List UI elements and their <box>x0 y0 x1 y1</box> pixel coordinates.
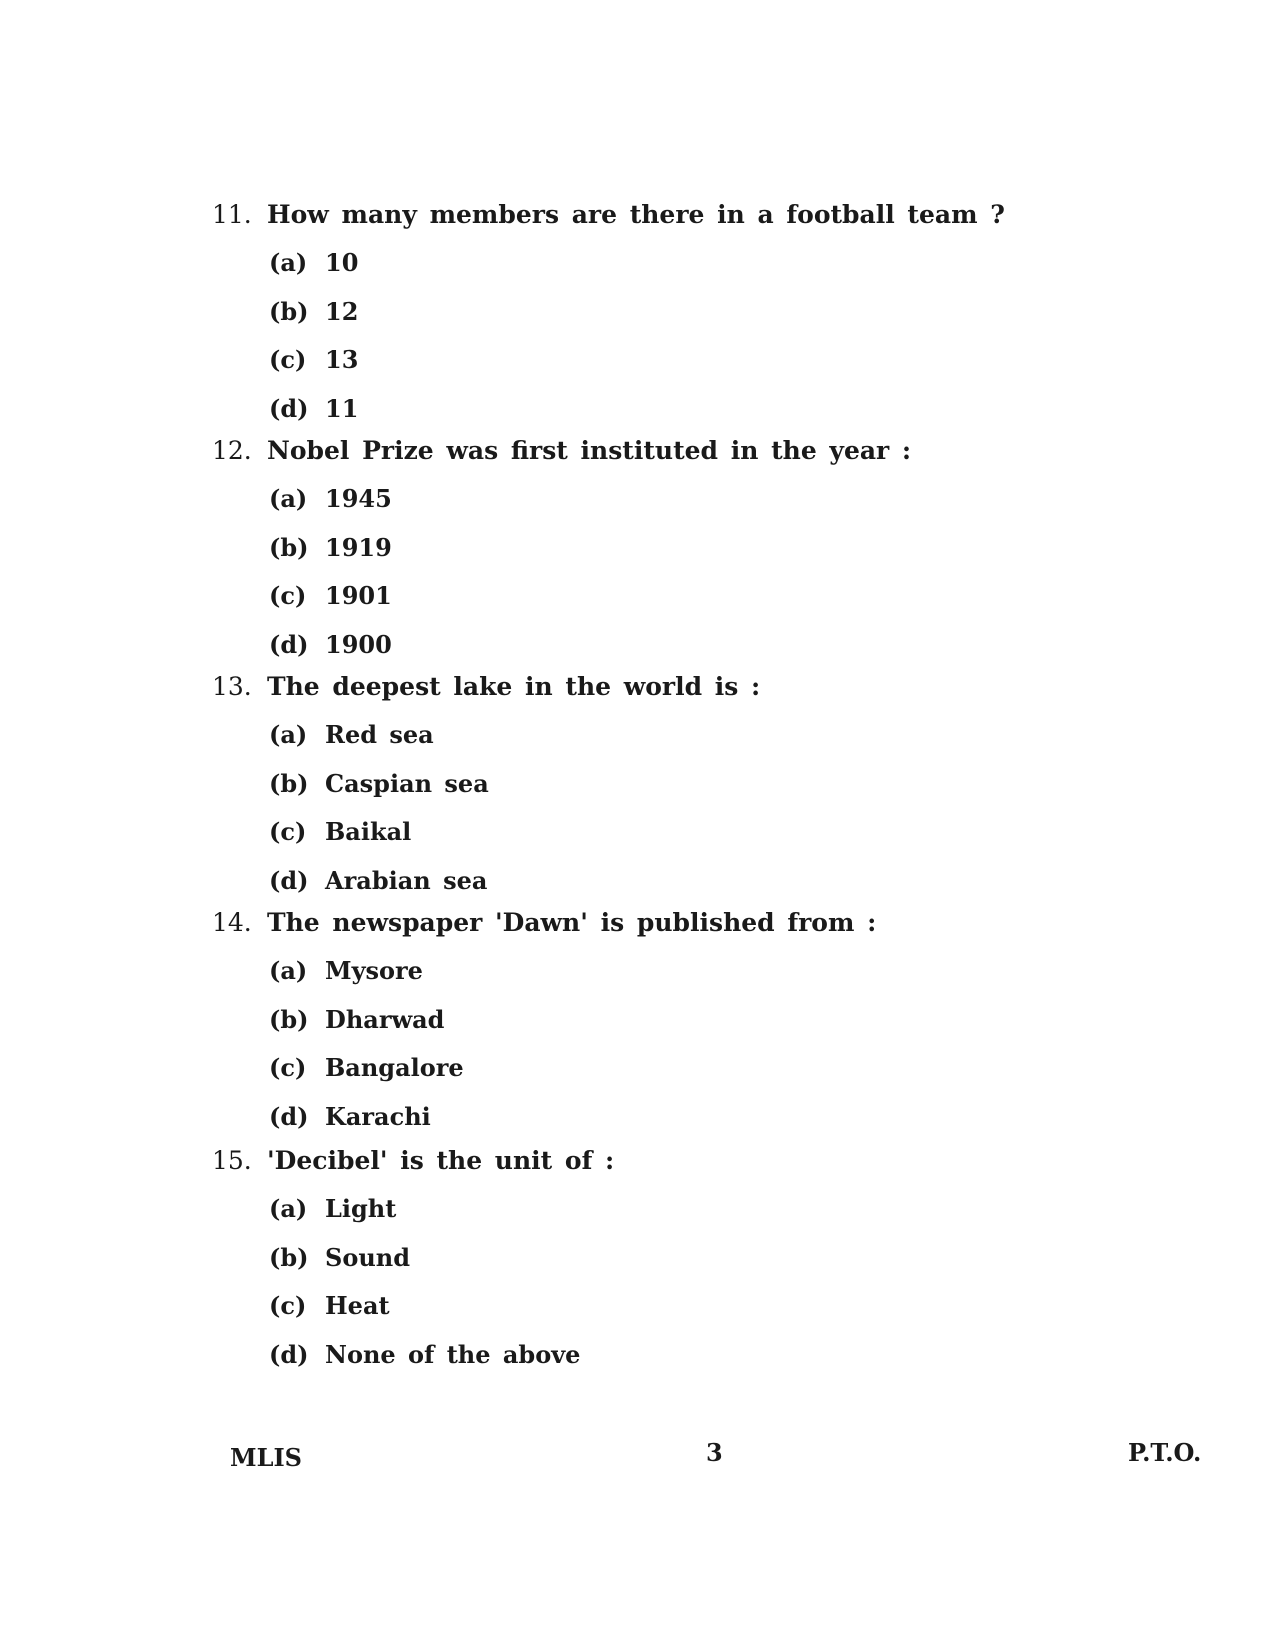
option-text: Light <box>325 1194 397 1223</box>
option-label: (b) <box>269 1004 309 1034</box>
option-a <box>269 484 1012 533</box>
option-text: 1901 <box>325 581 392 610</box>
option-c <box>269 345 1012 394</box>
option-text: Arabian sea <box>325 865 488 895</box>
question-12 <box>212 436 1012 678</box>
question-text: 'Decibel' is the unit of : <box>267 1146 615 1175</box>
option-c <box>269 581 1012 630</box>
question-15 <box>212 1146 1012 1388</box>
option-b <box>269 533 1012 582</box>
option-label: (c) <box>269 345 307 374</box>
option-c <box>269 817 1012 866</box>
option-d <box>269 1102 1012 1151</box>
question-13 <box>212 672 1012 914</box>
option-text: Karachi <box>325 1101 431 1131</box>
option-d <box>269 394 1012 443</box>
option-d <box>269 866 1012 915</box>
option-list <box>269 720 1012 914</box>
option-b <box>269 769 1012 818</box>
option-text: Baikal <box>325 817 412 846</box>
option-label: (b) <box>269 768 309 798</box>
question-number: 11. <box>212 200 252 229</box>
question-text: The deepest lake in the world is : <box>267 672 761 701</box>
option-text: 13 <box>325 345 359 374</box>
option-text: 1945 <box>325 484 392 513</box>
option-label: (d) <box>269 629 309 659</box>
question-stem <box>212 908 1012 952</box>
option-d <box>269 1340 1012 1389</box>
option-label: (d) <box>269 1101 309 1131</box>
question-number: 13. <box>212 672 252 701</box>
option-text: 12 <box>325 296 359 326</box>
option-c <box>269 1291 1012 1340</box>
option-label: (c) <box>269 1291 307 1320</box>
question-stem <box>212 436 1012 480</box>
question-text: The newspaper 'Dawn' is published from : <box>267 908 877 937</box>
option-b <box>269 297 1012 346</box>
option-label: (c) <box>269 581 307 610</box>
option-label: (a) <box>269 1194 308 1223</box>
question-stem <box>212 1146 1012 1190</box>
option-label: (d) <box>269 865 309 895</box>
option-a <box>269 1194 1012 1243</box>
option-text: 10 <box>325 248 359 277</box>
option-text: Sound <box>325 1242 411 1272</box>
option-text: None of the above <box>325 1339 581 1369</box>
footer-pto: P.T.O. <box>1128 1438 1202 1467</box>
option-text: Caspian sea <box>325 768 489 798</box>
question-11 <box>212 200 1012 442</box>
question-text: Nobel Prize was first instituted in the year : <box>267 436 912 465</box>
option-label: (b) <box>269 296 309 326</box>
option-label: (b) <box>269 1242 309 1272</box>
option-list <box>269 248 1012 442</box>
question-number: 14. <box>212 908 252 937</box>
option-label: (d) <box>269 393 309 423</box>
option-text: Mysore <box>325 956 423 985</box>
option-a <box>269 248 1012 297</box>
option-label: (a) <box>269 484 308 513</box>
option-text: Bangalore <box>325 1053 464 1082</box>
question-14 <box>212 908 1012 1150</box>
option-list <box>269 484 1012 678</box>
option-text: Red sea <box>325 720 434 749</box>
option-text: Dharwad <box>325 1004 445 1034</box>
option-text: Heat <box>325 1291 390 1320</box>
option-text: 1900 <box>325 629 392 659</box>
option-c <box>269 1053 1012 1102</box>
option-text: 1919 <box>325 532 392 562</box>
question-stem <box>212 200 1012 244</box>
option-text: 11 <box>325 393 359 423</box>
question-number: 12. <box>212 436 252 465</box>
option-label: (a) <box>269 248 308 277</box>
option-a <box>269 956 1012 1005</box>
footer-paper-code: MLIS <box>230 1443 302 1472</box>
question-number: 15. <box>212 1146 252 1175</box>
option-label: (c) <box>269 817 307 846</box>
footer-page-number: 3 <box>706 1438 723 1467</box>
option-label: (c) <box>269 1053 307 1082</box>
option-list <box>269 1194 1012 1388</box>
option-d <box>269 630 1012 679</box>
option-label: (d) <box>269 1339 309 1369</box>
option-b <box>269 1005 1012 1054</box>
option-label: (a) <box>269 956 308 985</box>
option-label: (a) <box>269 720 308 749</box>
option-a <box>269 720 1012 769</box>
option-b <box>269 1243 1012 1292</box>
question-text: How many members are there in a football team ? <box>267 200 1005 229</box>
option-label: (b) <box>269 532 309 562</box>
option-list <box>269 956 1012 1150</box>
question-stem <box>212 672 1012 716</box>
